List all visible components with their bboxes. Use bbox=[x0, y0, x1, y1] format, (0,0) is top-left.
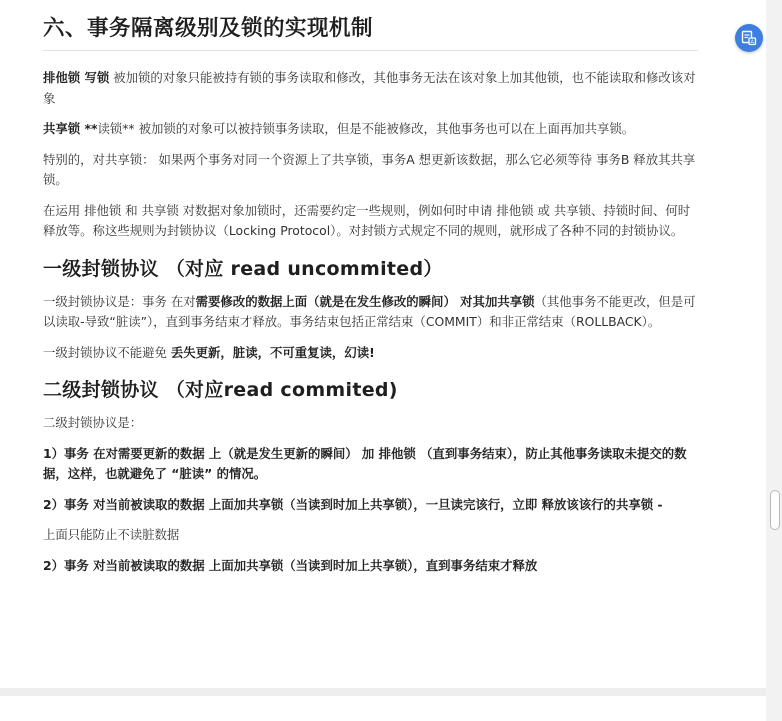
paragraph-level2-rule1 bbox=[43, 444, 698, 485]
emphasis-text: 1）事务 在对需要更新的数据 上（就是发生更新的瞬间） 加 排他锁 （直到事务结束），防止其他事务读取未提交的数据，这样，也就避免了 “脏读” 的情况。 bbox=[43, 445, 687, 481]
paragraph-shared-lock bbox=[43, 119, 698, 140]
paragraph-text: （其他事务不能更改，但是可以读取-导致“脏读”），直到事务结束才释放。事务结束包括正常结束（COMMIT）和非正常结束（ROLLBACK）。 bbox=[43, 293, 696, 329]
paragraph-text: 一级封锁协议不能避免 bbox=[43, 344, 171, 360]
scrollbar-thumb[interactable] bbox=[770, 490, 780, 530]
paragraph-level2-rule2-alt bbox=[43, 556, 698, 577]
paragraph-text: 被加锁的对象只能被持有锁的事务读取和修改，其他事务无法在该对象上加其他锁，也不能读取和修改该对象 bbox=[43, 70, 696, 106]
svg-text:A: A bbox=[750, 39, 755, 46]
paragraph-exclusive-lock bbox=[43, 68, 698, 109]
emphasis-text: 丢失更新，脏读，不可重复读，幻读! bbox=[170, 344, 375, 360]
paragraph-level2-intro: 二级封锁协议是： bbox=[43, 415, 143, 430]
paragraph-level1-limits bbox=[43, 343, 698, 364]
term-exclusive-lock: 排他锁 写锁 bbox=[43, 70, 110, 85]
emphasis-text: 2）事务 对当前被读取的数据 上面加共享锁（当读到时加上共享锁），一旦读完该行，立即 释放该该行的共享锁 - bbox=[43, 496, 663, 512]
translate-doc-icon bbox=[741, 30, 757, 46]
paragraph-level1-definition bbox=[43, 292, 698, 333]
emphasis-text: 需要修改的数据上面（就是在发生修改的瞬间） 对其加共享锁 bbox=[195, 293, 535, 309]
scrollbar-track[interactable] bbox=[766, 0, 782, 721]
paragraph-text: 读锁** 被加锁的对象可以被持锁事务读取，但是不能被修改，其他事务也可以在上面再加共享锁。 bbox=[97, 121, 635, 136]
next-page-edge bbox=[0, 696, 766, 721]
document-content bbox=[43, 0, 698, 576]
emphasis-text: 2）事务 对当前被读取的数据 上面加共享锁（当读到时加上共享锁），直到事务结束才释放 bbox=[43, 557, 538, 573]
term-shared-lock: 共享锁 ** bbox=[43, 121, 98, 136]
heading-level2-protocol: 二级封锁协议 （对应read commited) bbox=[43, 379, 398, 401]
paragraph-level2-note: 上面只能防止不读脏数据 bbox=[43, 527, 180, 542]
paragraph-locking-protocol: 在运用 排他锁 和 共享锁 对数据对象加锁时，还需要约定一些规则，例如何时申请 排他锁 或 共享锁、持锁时间、何时释放等。称这些规则为封锁协议（Locking Protocol）。对封锁方式规定不同的规则，就形成了各种不同的封锁协议。 bbox=[43, 202, 691, 238]
paragraph-level2-rule2 bbox=[43, 495, 698, 516]
paragraph-text: 一级封锁协议是：事务 在对 bbox=[43, 293, 196, 309]
heading-level1-protocol: 一级封锁协议 （对应 read uncommited） bbox=[43, 257, 443, 280]
paragraph-shared-lock-note: 特别的，对共享锁： 如果两个事务对同一个资源上了共享锁，事务A 想更新该数据，那么它必须等待 事务B 释放其共享锁。 bbox=[43, 151, 696, 187]
floating-action-button[interactable] bbox=[735, 24, 763, 52]
section-title: 六、事务隔离级别及锁的实现机制 bbox=[43, 11, 698, 51]
